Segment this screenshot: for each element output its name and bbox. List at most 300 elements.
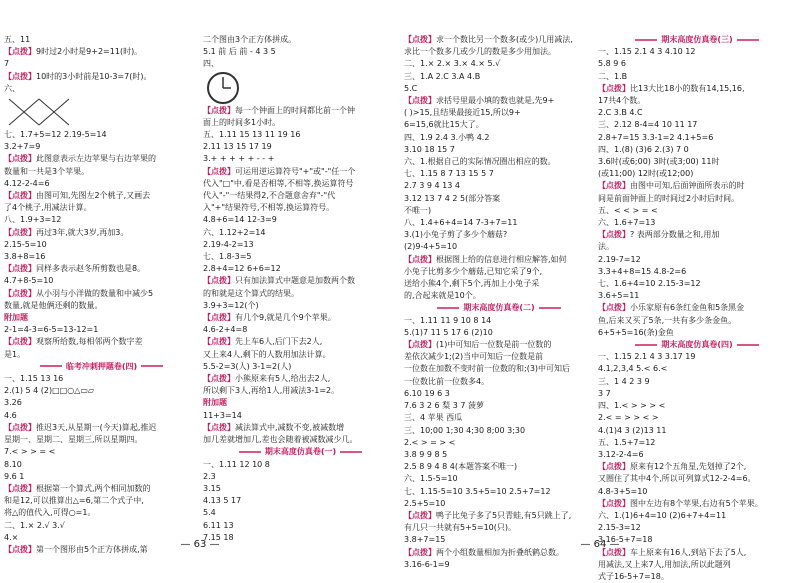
answer-text: 鱼,后来又买了5条,一共有多少条金鱼。	[598, 315, 737, 325]
answer-text: 式子16-5+7=18。	[598, 571, 669, 581]
answer-text: 法。	[598, 242, 614, 252]
section-heading	[203, 397, 398, 409]
answer-line	[598, 571, 796, 583]
answer-text: 2.8+4=12 6+6=12	[203, 264, 281, 274]
answer-text: 一、1.11 12 10 8	[203, 459, 270, 469]
answer-text: 观察所给数,每相邻两个数字差	[36, 337, 143, 347]
answer-line	[404, 522, 594, 534]
answer-text: 7.15 18	[203, 532, 234, 542]
answer-text: 3.3+4+8=15 4.8-2=6	[598, 266, 687, 276]
answer-text: 小乐家原有6条红金鱼和5条黑金	[630, 303, 745, 313]
answer-line	[598, 95, 796, 107]
answer-line	[203, 495, 398, 507]
answer-line	[404, 132, 594, 144]
answer-line	[203, 117, 398, 129]
answer-line	[203, 520, 398, 532]
answer-line	[404, 449, 594, 461]
answer-line	[4, 178, 199, 190]
answer-line	[598, 156, 796, 168]
hint-tag: 【点拨】	[203, 105, 235, 115]
answer-text: 五、1.5+7=12	[598, 437, 656, 447]
answer-line	[4, 58, 199, 70]
answer-line	[404, 254, 594, 266]
answer-line	[203, 141, 398, 153]
answer-text: 2.8+7=15 3.3-1=2 4.1+5=6	[598, 132, 714, 142]
hint-tag: 【点拨】	[4, 264, 36, 274]
answer-line	[404, 412, 594, 424]
answer-line	[598, 278, 796, 290]
section-heading	[4, 312, 199, 324]
answer-line	[404, 168, 594, 180]
answer-text: 2.C 3.B 4.C	[598, 108, 643, 118]
answer-line	[4, 190, 199, 202]
answer-line	[404, 388, 594, 400]
answer-text: 一、1.15 2.1 4 3 3.17 19	[598, 352, 696, 362]
answer-text: 的和就是这个算式的结果。	[203, 288, 299, 298]
answer-text: 代入"□"中,看是否相等,不相等,换运算符号	[203, 178, 354, 188]
answer-line	[4, 373, 199, 385]
answer-text: 一、1.15 13 16	[4, 374, 64, 384]
page-number: — 63 —	[180, 539, 220, 550]
answer-text: 三、2.12 8-4=4 10 11 17	[598, 120, 698, 130]
answer-line	[598, 449, 796, 461]
answer-line	[598, 522, 796, 534]
hint-tag: 【点拨】	[404, 35, 436, 44]
answer-text: 4.×	[4, 532, 19, 542]
answer-line	[404, 376, 594, 388]
hint-tag: 【点拨】	[598, 498, 630, 508]
answer-text: 有几只一共就有5+5=10(只)。	[404, 523, 517, 533]
answer-line	[203, 410, 398, 422]
answer-line	[203, 105, 398, 117]
answer-line	[404, 400, 594, 412]
answer-text: 8.10	[4, 459, 22, 469]
answer-text: 附加题	[4, 313, 28, 323]
answer-line	[598, 46, 796, 58]
answer-text: 二、1.× 2.√ 3.√	[4, 520, 65, 530]
answer-line	[598, 425, 796, 437]
hint-tag: 【点拨】	[404, 96, 436, 106]
answer-text: 加几差就增加几,差也会随着被减数减少几。	[203, 435, 358, 445]
answer-text: 有几个9,就是几个9个苹果。	[235, 313, 336, 323]
answer-line	[404, 71, 594, 83]
answer-text: 11+3=14	[203, 410, 242, 420]
answer-line	[4, 83, 199, 95]
answer-text: 2.11 13 15 17 19	[203, 142, 272, 152]
answer-line	[4, 141, 199, 153]
answer-line	[404, 290, 594, 302]
answer-line	[404, 315, 594, 327]
answer-text: 四、1.< > > > <	[598, 401, 666, 411]
right-column-2	[598, 34, 796, 583]
answer-text: 一、1.15 2.1 4 3 4.10 12	[598, 47, 696, 57]
hint-tag: 【点拨】	[598, 83, 630, 93]
answer-text: 第一个图形由5个正方体拼成,第	[36, 544, 148, 554]
answer-text: 不唯一)	[404, 205, 432, 215]
left-column-2	[203, 34, 398, 544]
hint-tag: 【点拨】	[203, 276, 235, 286]
answer-text: 代入"-"一结果得2,不合题意舍弃"-"代	[203, 191, 336, 201]
answer-text: 六、1.6+7=13	[598, 218, 656, 228]
answer-line	[404, 339, 594, 351]
answer-line	[4, 251, 199, 263]
answer-text: 由图可知,先图左2个桃子,又画去	[36, 191, 151, 201]
answer-text: 只有加法算式中题意是加数两个数	[235, 276, 355, 286]
answer-text: 小兔子比剪多少个蘑菇,已知它采了9个,	[404, 266, 543, 276]
answer-text: 八、1.4+6+4=14 7-3+7=11	[404, 218, 518, 228]
answer-line	[203, 349, 398, 361]
answer-line	[404, 363, 594, 375]
answer-text: 又圈住了其中4个,所以可列算式12-2-4=6。	[598, 474, 756, 484]
answer-text: 2-1=4-3=6-5=13-12=1	[4, 325, 99, 335]
answer-line	[598, 559, 796, 571]
answer-text: 星期一、星期二、星期三,所以星期四。	[4, 435, 143, 445]
answer-line	[203, 300, 398, 312]
answer-text: 3.8+8=16	[4, 252, 46, 262]
answer-line	[404, 510, 594, 522]
answer-line	[203, 129, 398, 141]
answer-line	[404, 205, 594, 217]
answer-line	[4, 34, 199, 46]
hint-tag: 【点拨】	[203, 374, 235, 384]
answer-line	[203, 34, 398, 46]
answer-text: 6.11 13	[203, 520, 234, 530]
answer-text: 原来有12个五角星,先划掉了2个,	[630, 462, 747, 472]
answer-text: 临考冲刺押题卷(四)	[65, 361, 138, 371]
answer-text: 一位数在加数不变时前一位数的和;(3)中可知后	[404, 364, 571, 374]
answer-line	[4, 239, 199, 251]
answer-text: (2)9-4+5=10	[404, 242, 458, 252]
answer-text: 三、1 4 2 3 9	[598, 376, 650, 386]
answer-line	[4, 166, 199, 178]
answer-text: 七、1.15 8 7 13 15 5 7	[404, 169, 494, 179]
answer-text: 又上来4人,剩下的人数用加法计算。	[203, 349, 331, 359]
answer-text: 3.16-5+7=18	[598, 535, 653, 545]
answer-text: 二、1.× 2.× 3.× 4.× 5.√	[404, 59, 501, 69]
cross-lines-figure	[4, 95, 199, 129]
answer-line	[598, 107, 796, 119]
answer-text: 5.C	[404, 83, 418, 93]
answer-text: 3.26	[4, 398, 22, 408]
answer-text: 附加题	[203, 398, 227, 408]
answer-text: 3.15	[203, 483, 221, 493]
answer-text: 比13大比18小的数有14,15,16,	[630, 83, 745, 93]
answer-text: 六、1.根据自己的实际情况圈出相应的数。	[404, 157, 556, 167]
answer-text: 3.12-2-4=6	[598, 449, 644, 459]
answer-text: 5.5-2=3(人) 3-1=2(人)	[203, 361, 292, 371]
answer-text: 三、4 苹果 西瓜	[404, 413, 463, 423]
answer-text: 三、10;00 1;30 4;30 8;00 3;30	[404, 425, 526, 435]
answer-line	[404, 461, 594, 473]
answer-text: 六、1.5-5=10	[404, 474, 458, 484]
answer-text: 4.(1)4 3 (2)13 11	[598, 425, 667, 435]
answer-text: 七、1.15-5=10 3.5+5=10 2.5+7=12	[404, 486, 551, 496]
answer-text: 5.8 9 6	[598, 59, 626, 69]
answer-line	[203, 275, 398, 287]
answer-text: 三、1.A 2.C 3.A 4.B	[404, 71, 481, 81]
hint-tag: 【点拨】	[203, 337, 235, 347]
hint-tag: 【点拨】	[4, 47, 36, 57]
hint-tag: 【点拨】	[4, 227, 36, 237]
answer-text: 2.3	[203, 471, 216, 481]
answer-line	[4, 275, 199, 287]
answer-text: 2.5 8 9 4 8 4(本题答案不唯一)	[404, 462, 518, 472]
answer-line	[4, 385, 199, 397]
answer-text: 两个小组数量相加为折叠纸鹤总数。	[436, 547, 564, 557]
answer-line	[598, 473, 796, 485]
answer-line	[203, 312, 398, 324]
answer-line	[203, 385, 398, 397]
answer-text: 7.< > > = <	[4, 447, 56, 457]
answer-text: 9时过2小时是9+2=11(时)。	[36, 47, 143, 57]
answer-text: 送给小熊4个,剩下5个,再加上小兔子采	[404, 279, 540, 289]
answer-line	[4, 397, 199, 409]
answer-text: 3.(1)小兔子剪了多少个蘑菇?	[404, 230, 508, 240]
answer-text: (或11;00) 12时(或12;00)	[598, 169, 694, 179]
answer-line	[404, 425, 594, 437]
hint-tag: 【点拨】	[598, 181, 630, 191]
section-title	[404, 302, 594, 314]
answer-text: 由图中可知,后面钟面所表示的时	[630, 181, 745, 191]
answer-text: 将△的值代入,可得○=1。	[4, 508, 96, 518]
answer-line	[404, 107, 594, 119]
hint-tag: 【点拨】	[4, 154, 36, 164]
answer-text: 六、	[4, 83, 20, 93]
answer-line	[404, 559, 594, 571]
answer-line	[404, 193, 594, 205]
hint-tag: 【点拨】	[203, 422, 235, 432]
answer-text: 二个图由3个正方体拼成。	[203, 35, 297, 44]
answer-text: 6+5+5=16(条)金鱼	[598, 327, 674, 337]
answer-text: 2.19-4-2=13	[203, 239, 254, 249]
answer-text: 2.7 3 9 4 13 4	[404, 181, 460, 191]
answer-text: 5.(1)7 11 5 17 6 (2)10	[404, 327, 493, 337]
answer-line	[4, 349, 199, 361]
answer-text: 3 7	[598, 388, 611, 398]
answer-line	[598, 205, 796, 217]
answer-line	[404, 180, 594, 192]
answer-line	[4, 434, 199, 446]
answer-text: 数量,就是他俩还剩的数量。	[4, 300, 103, 310]
answer-text: 推迟3天,从星期一(今天)算起,推迟	[36, 422, 157, 432]
answer-text: 面上的时间多1小时。	[203, 117, 281, 127]
answer-text: 6=15,6就比15大了。	[404, 120, 484, 130]
answer-line	[598, 132, 796, 144]
answer-line	[203, 58, 398, 70]
answer-line	[4, 459, 199, 471]
answer-text: 期末高度仿真卷(二)	[463, 303, 535, 313]
answer-line	[598, 83, 796, 95]
answer-text: 2.19-7=12	[598, 254, 641, 264]
answer-text: 了4个桃子,用减法计算。	[4, 203, 92, 213]
answer-text: 求一个数比另一个数多(或少)几用减法,	[436, 35, 573, 44]
answer-text: 的,合起来就是10个。	[404, 291, 481, 301]
answer-text: 10时的3小时前是10-3=7(时)。	[36, 71, 152, 81]
answer-line	[404, 486, 594, 498]
answer-text: 求比一个数多几或少几的数是多少用加法。	[404, 47, 556, 57]
answer-text: ? 表两部分数量之和,用加	[630, 230, 720, 240]
hint-tag: 【点拨】	[598, 462, 630, 472]
answer-line	[203, 373, 398, 385]
answer-line	[598, 229, 796, 241]
answer-line	[4, 46, 199, 58]
answer-line	[4, 129, 199, 141]
answer-line	[598, 437, 796, 449]
answer-line	[203, 507, 398, 519]
answer-line	[598, 180, 796, 192]
answer-line	[404, 327, 594, 339]
answer-line	[203, 178, 398, 190]
answer-line	[4, 263, 199, 275]
answer-line	[203, 483, 398, 495]
answer-line	[404, 473, 594, 485]
answer-text: 每一个钟面上的时间都比前一个钟	[235, 105, 355, 115]
answer-line	[203, 46, 398, 58]
answer-line	[598, 71, 796, 83]
answer-line	[598, 363, 796, 375]
answer-text: 2.< > = > <	[404, 437, 456, 447]
answer-line	[598, 376, 796, 388]
answer-text: 所以剩下3人,再给1人,用减法3-1=2。	[203, 386, 340, 396]
answer-text: 二、1.B	[598, 71, 628, 81]
answer-text: 3.6时(或6;00) 3时(或3;00) 11时	[598, 157, 720, 167]
answer-text: 入"+"结果符号,不相等,换运算符号。	[203, 203, 335, 213]
hint-tag: 【点拨】	[4, 191, 36, 201]
answer-line	[4, 507, 199, 519]
hint-tag: 【点拨】	[598, 547, 630, 557]
hint-tag: 【点拨】	[598, 303, 630, 313]
answer-text: 五、1.11 15 13 11 19 16	[203, 130, 301, 140]
answer-text: 3.+ + + + + - - +	[203, 154, 275, 164]
hint-tag: 【点拨】	[203, 166, 235, 176]
answer-text: 3.6+5=11	[598, 291, 640, 301]
answer-line	[404, 437, 594, 449]
answer-text: 七、1.6+4=10 2.15-3=12	[598, 279, 701, 289]
answer-line	[203, 471, 398, 483]
answer-line	[203, 239, 398, 251]
answer-text: 2.5+5=10	[404, 498, 446, 508]
hint-tag: 【点拨】	[404, 340, 436, 350]
answer-text: (1)中可知后一位数是前一位数的	[436, 340, 552, 350]
answer-line	[598, 498, 796, 510]
answer-text: 4.8+6=14 12-3=9	[203, 215, 277, 225]
answer-line	[404, 95, 594, 107]
answer-line	[598, 327, 796, 339]
answer-line	[404, 351, 594, 363]
page-number: — 64 —	[580, 539, 620, 550]
answer-line	[203, 422, 398, 434]
answer-text: 是1。	[4, 349, 26, 359]
answer-text: 期末高度仿真卷(四)	[661, 340, 733, 350]
answer-text: 四、1.9 2.4 3.小鸭 4.2	[404, 132, 490, 142]
answer-line	[598, 400, 796, 412]
answer-line	[4, 324, 199, 336]
answer-line	[598, 119, 796, 131]
answer-text: 4.12-2-4=6	[4, 178, 50, 188]
answer-text: 期末高度仿真卷(三)	[661, 35, 733, 44]
answer-line	[4, 336, 199, 348]
answer-text: 鸭子比兔子多了5只青蛙,有5只跳上了,	[436, 510, 572, 520]
hint-tag: 【点拨】	[404, 254, 436, 264]
answer-text: 四、	[203, 59, 219, 69]
answer-line	[203, 263, 398, 275]
hint-tag: 【点拨】	[4, 71, 36, 81]
answer-line	[203, 324, 398, 336]
answer-text: 图中左边有8个苹果,右边有5个苹果。	[630, 498, 763, 508]
answer-line	[598, 144, 796, 156]
answer-text: 根据图上给的信息进行相应解答,如何	[436, 254, 567, 264]
answer-line	[4, 300, 199, 312]
answer-line	[203, 336, 398, 348]
answer-text: 7.6 3 2 6 梨 3 7 菠萝	[404, 401, 484, 411]
answer-text: 4.13 5 17	[203, 496, 242, 506]
answer-line	[598, 254, 796, 266]
answer-text: 先上车6人,后门下去2人,	[235, 337, 323, 347]
answer-line	[4, 483, 199, 495]
section-title	[4, 361, 199, 373]
answer-line	[404, 34, 594, 46]
answer-text: 根据第一个算式,两个相同加数的	[36, 483, 151, 493]
answer-line	[404, 498, 594, 510]
answer-text: 小熊原来有5人,给出去2人,	[235, 374, 331, 384]
answer-line	[203, 227, 398, 239]
answer-line	[404, 119, 594, 131]
answer-text: 5.4	[203, 508, 216, 518]
answer-text: 5.1 前 后 前 - 4 3 5	[203, 47, 276, 57]
clock-icon	[203, 71, 398, 105]
hint-tag: 【点拨】	[4, 544, 36, 554]
answer-line	[404, 144, 594, 156]
answer-text: 3.10 18 15 7	[404, 144, 455, 154]
answer-line	[203, 153, 398, 165]
answer-line	[598, 510, 796, 522]
answer-text: 五、< < > = <	[598, 205, 658, 215]
answer-text: ( )>15,且结果最接近15,所以9+	[404, 108, 521, 118]
answer-line	[4, 153, 199, 165]
answer-line	[598, 217, 796, 229]
answer-line	[203, 459, 398, 471]
answer-text: 减法算式中,减数不变,被减数增	[235, 422, 345, 432]
answer-line	[203, 288, 398, 300]
answer-text: 七、1.7+5=12 2.19-5=14	[4, 130, 107, 140]
answer-line	[4, 422, 199, 434]
answer-line	[404, 266, 594, 278]
section-title	[598, 339, 796, 351]
answer-line	[203, 434, 398, 446]
answer-line	[598, 461, 796, 473]
answer-text: 此图意表示左边苹果与右边苹果的	[36, 154, 156, 164]
hint-tag: 【点拨】	[203, 313, 235, 323]
answer-text: 和是12,可以推算出△=6,第二个式子中,	[4, 496, 144, 506]
hint-tag: 【点拨】	[4, 483, 36, 493]
answer-text: 六、1.(1)6+4=10 (2)6+7+4=11	[598, 510, 727, 520]
answer-text: 间是前面钟面上的时间过2小时后时间。	[598, 193, 740, 203]
answer-text: 3.8+7=15	[404, 535, 446, 545]
hint-tag: 【点拨】	[4, 337, 36, 347]
answer-text: 数量和一共是3个苹果。	[4, 166, 90, 176]
answer-line	[404, 156, 594, 168]
answer-line	[598, 168, 796, 180]
hint-tag: 【点拨】	[404, 547, 436, 557]
answer-line	[404, 58, 594, 70]
answer-line	[598, 351, 796, 363]
answer-line	[598, 58, 796, 70]
answer-line	[4, 288, 199, 300]
answer-line	[404, 217, 594, 229]
answer-text: 七、1.8-3=5	[203, 252, 252, 262]
answer-text: 一位数比前一位数多4。	[404, 376, 490, 386]
answer-text: 7	[4, 59, 10, 69]
